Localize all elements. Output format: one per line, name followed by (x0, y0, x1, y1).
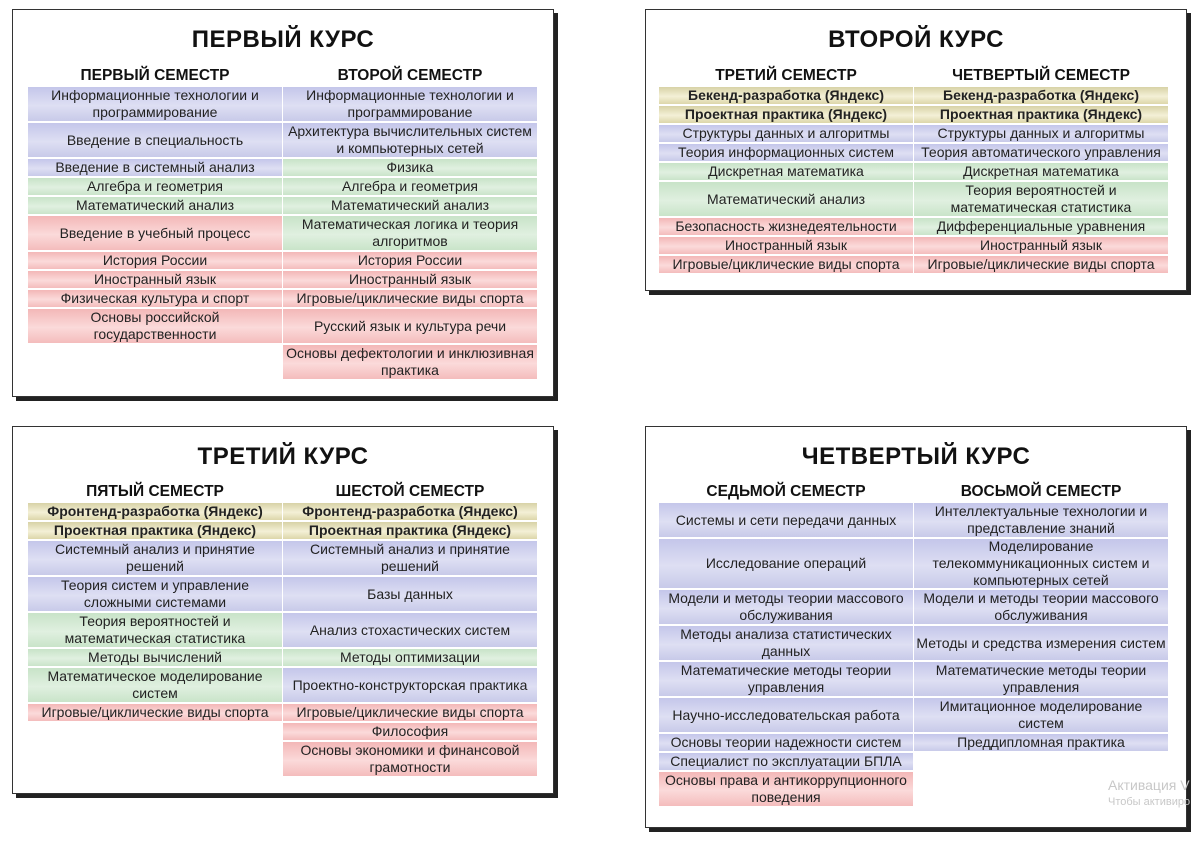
subject-cell: Методы анализа статистических данных (659, 626, 913, 660)
subject-cell: Теория информационных систем (659, 144, 913, 161)
course-card-4 (645, 426, 1187, 828)
subject-cell: Игровые/циклические виды спорта (914, 256, 1168, 273)
subject-cell: Физика (283, 159, 537, 176)
subject-cell: Математическое моделирование систем (28, 668, 282, 702)
subject-list (914, 87, 1168, 273)
semester-column (914, 482, 1168, 753)
subject-cell: Фронтенд-разработка (Яндекс) (283, 503, 537, 520)
subject-cell: Философия (283, 723, 537, 740)
semester-title: ВОСЬМОЙ СЕМЕСТР (960, 483, 1122, 500)
semester-title: ШЕСТОЙ СЕМЕСТР (335, 483, 485, 500)
subject-cell: Введение в специальность (28, 123, 282, 157)
subject-cell: Математический анализ (28, 197, 282, 214)
subject-cell: Методы вычислений (28, 649, 282, 666)
subject-cell: Системный анализ и принятие решений (28, 541, 282, 575)
subject-cell: Методы и средства измерения систем (914, 626, 1168, 660)
semester-title: ЧЕТВЕРТЫЙ СЕМЕСТР (952, 67, 1130, 84)
subject-list (659, 503, 913, 806)
subject-cell: Теория автоматического управления (914, 144, 1168, 161)
subject-cell: Математические методы теории управления (659, 662, 913, 696)
subject-cell: Игровые/циклические виды спорта (28, 704, 282, 721)
subject-list (28, 87, 282, 343)
subject-cell: Дифференциальные уравнения (914, 218, 1168, 235)
subject-list (28, 503, 282, 721)
subject-cell: Бекенд-разработка (Яндекс) (914, 87, 1168, 104)
course-title: ВТОРОЙ КУРС (828, 26, 1004, 53)
subject-cell: Научно-исследовательская работа (659, 698, 913, 732)
subject-cell: Введение в учебный процесс (28, 216, 282, 250)
subject-cell: Фронтенд-разработка (Яндекс) (28, 503, 282, 520)
subject-cell: Основы российской государственности (28, 309, 282, 343)
course-title: ТРЕТИЙ КУРС (197, 443, 369, 470)
subject-cell: Иностранный язык (914, 237, 1168, 254)
semester-column (283, 482, 537, 778)
subject-cell: Теория систем и управление сложными системами (28, 577, 282, 611)
subject-cell: Введение в системный анализ (28, 159, 282, 176)
subject-cell: История России (28, 252, 282, 269)
subject-cell: Проектная практика (Яндекс) (283, 522, 537, 539)
subject-cell: Математические методы теории управления (914, 662, 1168, 696)
subject-cell: Исследование операций (659, 539, 913, 588)
subject-cell: Иностранный язык (28, 271, 282, 288)
semester-title: ПЯТЫЙ СЕМЕСТР (86, 483, 224, 500)
subject-cell: Архитектура вычислительных систем и компьютерных сетей (283, 123, 537, 157)
semester-title: ТРЕТИЙ СЕМЕСТР (715, 67, 857, 84)
subject-cell: Теория вероятностей и математическая статистика (914, 182, 1168, 216)
subject-cell: Базы данных (283, 577, 537, 611)
course-card-2 (645, 9, 1187, 291)
subject-cell: Специалист по эксплуатации БПЛА (659, 753, 913, 770)
subject-cell: Информационные технологии и программирование (283, 87, 537, 121)
subject-cell: Алгебра и геометрия (283, 178, 537, 195)
course-title: ЧЕТВЕРТЫЙ КУРС (801, 443, 1031, 470)
subject-cell: Проектная практика (Яндекс) (914, 106, 1168, 123)
subject-list (659, 87, 913, 273)
subject-cell: Системный анализ и принятие решений (283, 541, 537, 575)
subject-cell: Системы и сети передачи данных (659, 503, 913, 537)
subject-cell: Основы дефектологии и инклюзивная практика (283, 345, 537, 379)
semester-title: ПЕРВЫЙ СЕМЕСТР (80, 67, 230, 84)
subject-cell: Структуры данных и алгоритмы (914, 125, 1168, 142)
semester-column (28, 482, 282, 723)
subject-cell: Физическая культура и спорт (28, 290, 282, 307)
subject-list (283, 87, 537, 379)
subject-cell: Безопасность жизнедеятельности (659, 218, 913, 235)
subject-cell: Модели и методы теории массового обслуживания (914, 590, 1168, 624)
course-card-3 (12, 426, 554, 794)
semester-column (914, 66, 1168, 275)
subject-cell: Проектная практика (Яндекс) (28, 522, 282, 539)
subject-cell: Игровые/циклические виды спорта (659, 256, 913, 273)
subject-cell: Основы права и антикоррупционного поведения (659, 772, 913, 806)
subject-cell: Интеллектуальные технологии и представление знаний (914, 503, 1168, 537)
subject-cell: Методы оптимизации (283, 649, 537, 666)
subject-cell: Проектная практика (Яндекс) (659, 106, 913, 123)
subject-cell: Анализ стохастических систем (283, 613, 537, 647)
semester-title: СЕДЬМОЙ СЕМЕСТР (706, 483, 866, 500)
subject-cell: Игровые/циклические виды спорта (283, 290, 537, 307)
activation-watermark-title: Активация V (1108, 777, 1190, 793)
subject-cell: Алгебра и геометрия (28, 178, 282, 195)
course-card-1 (12, 9, 554, 397)
subject-cell: Моделирование телекоммуникационных систем и компьютерных сетей (914, 539, 1168, 588)
subject-cell: Информационные технологии и программирование (28, 87, 282, 121)
subject-cell: Дискретная математика (914, 163, 1168, 180)
subject-cell: Иностранный язык (659, 237, 913, 254)
semester-column (283, 66, 537, 381)
semester-column (659, 482, 913, 808)
subject-cell: Структуры данных и алгоритмы (659, 125, 913, 142)
activation-watermark-text: Чтобы активиро (1108, 796, 1191, 808)
subject-cell: Преддипломная практика (914, 734, 1168, 751)
subject-cell: История России (283, 252, 537, 269)
subject-cell: Математическая логика и теория алгоритмов (283, 216, 537, 250)
subject-cell: Русский язык и культура речи (283, 309, 537, 343)
subject-cell: Игровые/циклические виды спорта (283, 704, 537, 721)
subject-cell: Теория вероятностей и математическая статистика (28, 613, 282, 647)
subject-list (283, 503, 537, 776)
subject-cell: Проектно-конструкторская практика (283, 668, 537, 702)
semester-column (28, 66, 282, 345)
subject-cell: Бекенд-разработка (Яндекс) (659, 87, 913, 104)
semester-column (659, 66, 913, 275)
subject-cell: Основы теории надежности систем (659, 734, 913, 751)
subject-cell: Имитационное моделирование систем (914, 698, 1168, 732)
subject-cell: Математический анализ (659, 182, 913, 216)
course-title: ПЕРВЫЙ КУРС (191, 26, 375, 53)
subject-cell: Основы экономики и финансовой грамотности (283, 742, 537, 776)
subject-cell: Математический анализ (283, 197, 537, 214)
subject-list (914, 503, 1168, 751)
semester-title: ВТОРОЙ СЕМЕСТР (337, 67, 483, 84)
subject-cell: Иностранный язык (283, 271, 537, 288)
subject-cell: Дискретная математика (659, 163, 913, 180)
subject-cell: Модели и методы теории массового обслуживания (659, 590, 913, 624)
